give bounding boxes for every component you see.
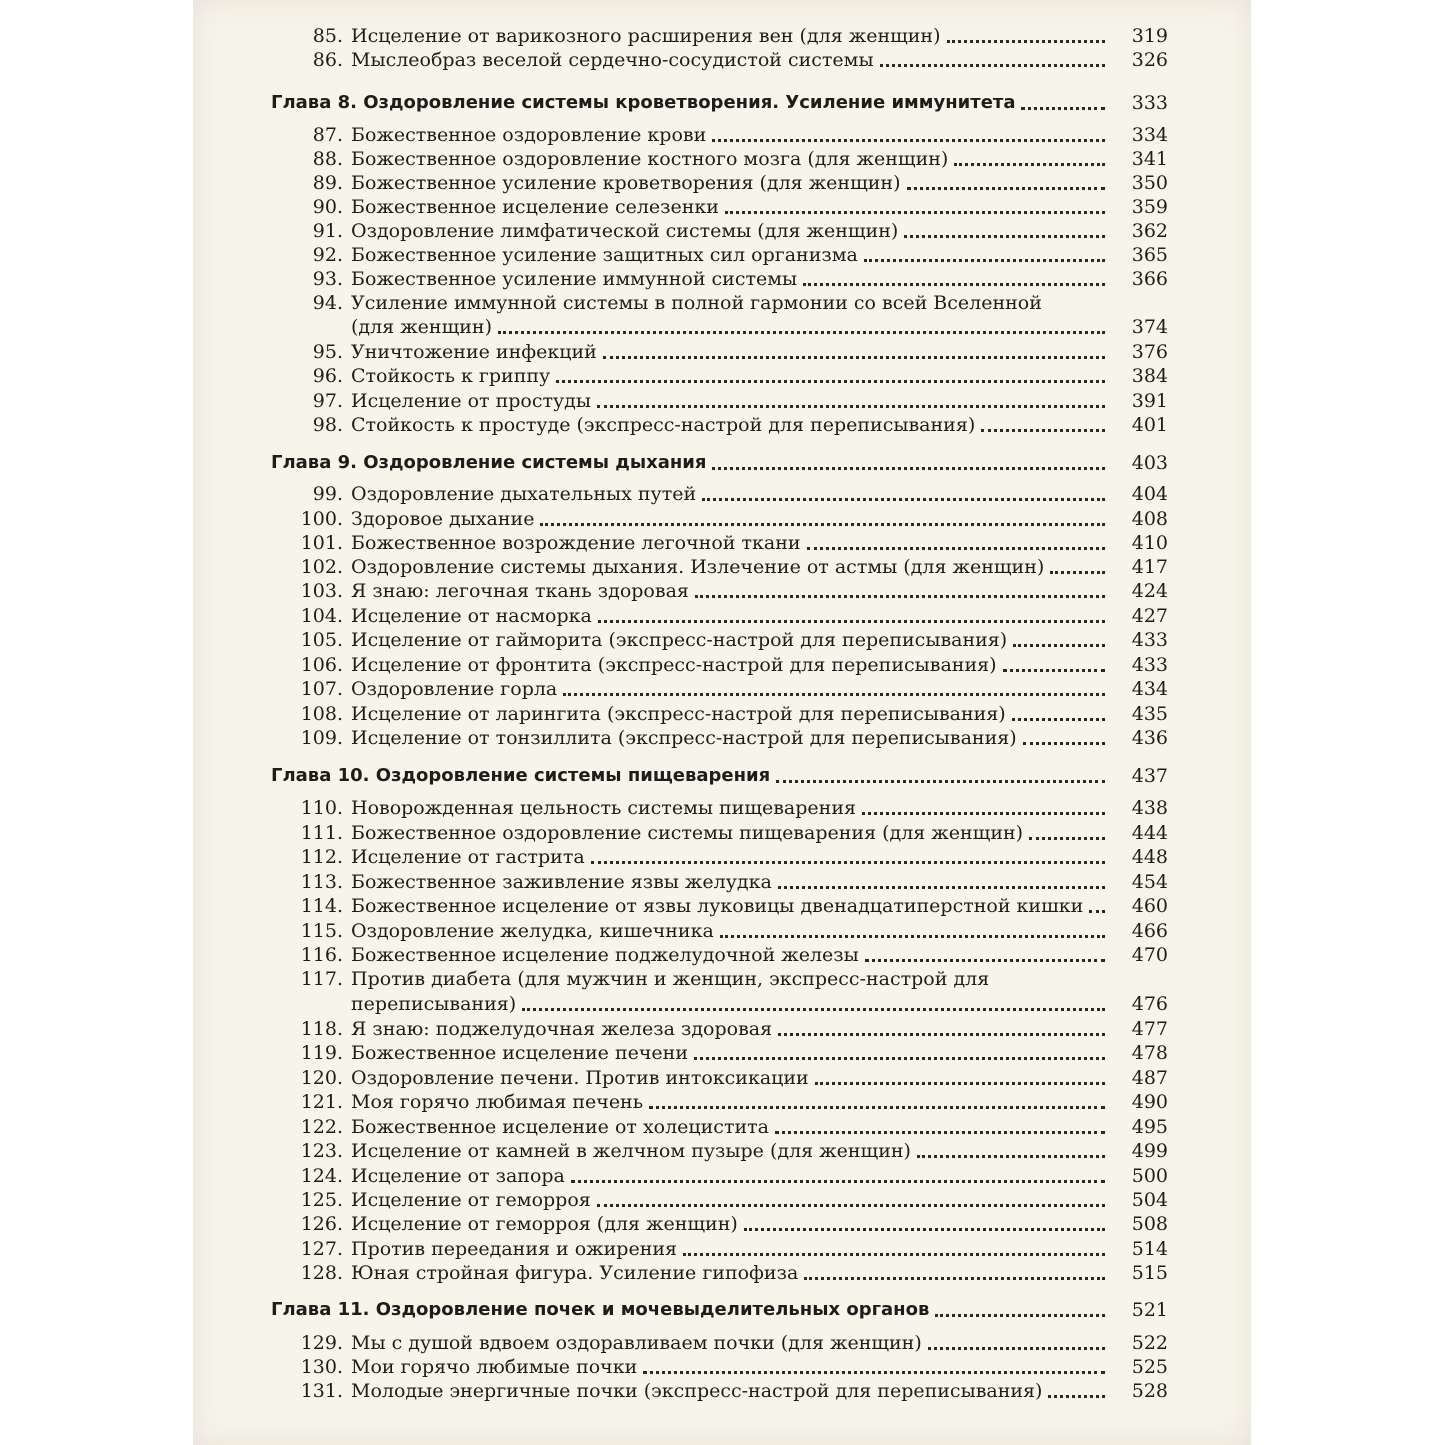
toc-entry-title: Мыслеобраз веселой сердечно-сосудистой системы: [351, 49, 874, 71]
toc-leader-dots: [807, 547, 1105, 550]
toc-entry-title: Оздоровление горла: [351, 678, 558, 700]
toc-entry: [193, 942, 1251, 968]
toc-leader-dots: [947, 40, 1105, 43]
toc-page-number: 490: [1131, 1091, 1168, 1113]
toc-entry-title: Божественное исцеление поджелудочной железы: [351, 944, 859, 966]
toc-leader-dots: [695, 595, 1105, 598]
toc-leader-dots: [643, 1371, 1105, 1374]
toc-chapter: [193, 1297, 1251, 1323]
toc-leader-dots: [591, 861, 1105, 864]
toc-page-number: 478: [1131, 1042, 1168, 1064]
toc-entry-number: 93.: [312, 268, 343, 290]
toc-entry: [193, 170, 1251, 196]
toc-entry-number: 85.: [312, 25, 343, 47]
toc-page-number: 435: [1131, 703, 1168, 725]
toc-page-number: 408: [1131, 508, 1168, 530]
toc-entry: [193, 627, 1251, 653]
toc-leader-dots: [907, 187, 1106, 190]
toc-entry: [193, 1378, 1251, 1404]
toc-entry-title: Оздоровление системы дыхания. Излечение от астмы (для женщин): [351, 556, 1045, 578]
toc-page-number: 341: [1131, 148, 1168, 170]
toc-entry-number: 114.: [300, 895, 343, 917]
toc-page-number: 528: [1131, 1380, 1168, 1402]
toc-entry: [193, 676, 1251, 702]
toc-entry-title: Юная стройная фигура. Усиление гипофиза: [351, 1262, 799, 1284]
toc-entry-title: Оздоровление желудка, кишечника: [351, 920, 714, 942]
toc-entry-number: 122.: [300, 1116, 343, 1138]
toc-entry: [193, 603, 1251, 629]
toc-entry: [193, 23, 1251, 49]
toc-leader-dots: [880, 64, 1105, 67]
toc-leader-dots: [597, 1204, 1105, 1207]
toc-entry-number: 125.: [300, 1189, 343, 1211]
toc-entry-number: 89.: [312, 172, 343, 194]
toc-leader-dots: [702, 498, 1105, 501]
toc-entry-title: Стойкость к простуде (экспресс-настрой для переписывания): [351, 414, 976, 436]
toc-entry-number: 94.: [312, 292, 343, 314]
toc-leader-dots: [1003, 669, 1105, 672]
toc-page-number: 365: [1131, 244, 1168, 266]
toc-chapter-title: Глава 9. Оздоровление системы дыхания: [271, 452, 707, 473]
toc-entry: [193, 1138, 1251, 1164]
toc-entry: [193, 701, 1251, 727]
toc-entry-title: переписывания): [351, 993, 517, 1015]
toc-leader-dots: [917, 1155, 1105, 1158]
toc-leader-dots: [563, 693, 1105, 696]
toc-entry-title: Против диабета (для мужчин и женщин, экспресс-настрой для: [351, 968, 990, 990]
toc-entry: [193, 1089, 1251, 1115]
toc-entry-title: (для женщин): [351, 316, 492, 338]
toc-leader-dots: [598, 620, 1105, 623]
book-page: [193, 0, 1251, 1445]
toc-entry: [193, 554, 1251, 580]
toc-entry: [193, 290, 1251, 316]
toc-page-number: 500: [1131, 1165, 1168, 1187]
toc-entry-number: 103.: [300, 580, 343, 602]
toc-entry-title: Моя горячо любимая печень: [351, 1091, 644, 1113]
toc-leader-dots: [725, 211, 1105, 214]
toc-entry: [193, 1163, 1251, 1189]
toc-page-number: 504: [1131, 1189, 1168, 1211]
toc-page-number: 499: [1131, 1140, 1168, 1162]
toc-page-number: 460: [1131, 895, 1168, 917]
toc-entry: [193, 1187, 1251, 1213]
toc-leader-dots: [864, 259, 1105, 262]
toc-entry: [193, 966, 1251, 992]
toc-page-number: 434: [1131, 678, 1168, 700]
toc-entry-number: 87.: [312, 124, 343, 146]
toc-leader-dots: [1021, 107, 1105, 110]
toc-entry: [193, 893, 1251, 919]
toc-entry-number: 115.: [300, 920, 343, 942]
toc-entry-title: Божественное усиление кроветворения (для женщин): [351, 172, 901, 194]
toc-leader-dots: [1089, 910, 1105, 913]
toc-entry-number: 112.: [300, 846, 343, 868]
toc-entry-title: Божественное возрождение легочной ткани: [351, 532, 801, 554]
toc-entry: [193, 218, 1251, 244]
toc-entry-number: 124.: [300, 1165, 343, 1187]
toc-entry-title: Новорожденная цельность системы пищеварения: [351, 797, 856, 819]
toc-entry-title: Исцеление от геморроя: [351, 1189, 591, 1211]
toc-page-number: 384: [1131, 365, 1168, 387]
toc-entry: [193, 242, 1251, 268]
toc-chapter-title: Глава 8. Оздоровление системы кроветворения. Усиление иммунитета: [271, 92, 1016, 113]
toc-entry-number: 116.: [300, 944, 343, 966]
toc-entry-number: 121.: [300, 1091, 343, 1113]
toc-page-number: 487: [1131, 1067, 1168, 1089]
toc-page-number: 477: [1131, 1018, 1168, 1040]
toc-chapter-title: Глава 10. Оздоровление системы пищеварения: [271, 765, 771, 786]
toc-entry-number: 111.: [300, 822, 343, 844]
toc-entry-title: Божественное исцеление от холецистита: [351, 1116, 769, 1138]
toc-entry: [193, 725, 1251, 751]
toc-page-number: 470: [1131, 944, 1168, 966]
toc-entry-title: Исцеление от камней в желчном пузыре (для женщин): [351, 1140, 911, 1162]
toc-entry-number: 106.: [300, 654, 343, 676]
toc-entry: [193, 1065, 1251, 1091]
toc-leader-dots: [712, 467, 1105, 470]
toc-entry-number: 107.: [300, 678, 343, 700]
toc-page-number: 366: [1131, 268, 1168, 290]
toc-page-number: 444: [1131, 822, 1168, 844]
toc-leader-dots: [1029, 837, 1105, 840]
toc-page-number: 374: [1131, 316, 1168, 338]
toc-entry-number: 95.: [312, 341, 343, 363]
toc-page-number: 404: [1131, 483, 1168, 505]
toc-entry-title: Оздоровление дыхательных путей: [351, 483, 697, 505]
toc-leader-dots: [778, 1033, 1105, 1036]
toc-entry-title: Оздоровление лимфатической системы (для женщин): [351, 220, 899, 242]
toc-entry: [193, 412, 1251, 438]
toc-entry: [193, 506, 1251, 532]
toc-entry-number: 91.: [312, 220, 343, 242]
toc-entry-title: Здоровое дыхание: [351, 508, 535, 530]
toc-entry-number: 118.: [300, 1018, 343, 1040]
toc-entry-title: Мы с душой вдвоем оздоравливаем почки (для женщин): [351, 1332, 922, 1354]
toc-leader-dots: [815, 1082, 1105, 1085]
toc-page-number: 514: [1131, 1238, 1168, 1260]
toc-leader-dots: [597, 405, 1105, 408]
toc-page-number: 350: [1131, 172, 1168, 194]
toc-entry-title: Исцеление от запора: [351, 1165, 565, 1187]
toc-entry-title: Против переедания и ожирения: [351, 1238, 678, 1260]
toc-chapter: [193, 90, 1251, 116]
toc-leader-dots: [865, 959, 1105, 962]
toc-leader-dots: [954, 163, 1105, 166]
toc-page-number: 525: [1131, 1356, 1168, 1378]
toc-page-number: 401: [1131, 414, 1168, 436]
toc-entry-title: Стойкость к гриппу: [351, 365, 551, 387]
toc-leader-dots: [744, 1228, 1105, 1231]
toc-page-number: 359: [1131, 196, 1168, 218]
toc-entry: [193, 1016, 1251, 1042]
toc-entry-title: Усиление иммунной системы в полной гармонии со всей Вселенной: [351, 292, 1042, 314]
toc-chapter: [193, 763, 1251, 789]
toc-entry: [193, 47, 1251, 73]
toc-leader-dots: [904, 235, 1105, 238]
toc-leader-dots: [649, 1106, 1105, 1109]
toc-entry: [193, 1330, 1251, 1356]
toc-entry-title: Божественное оздоровление системы пищеварения (для женщин): [351, 822, 1024, 844]
toc-page-number: 424: [1131, 580, 1168, 602]
toc-entry: [193, 1354, 1251, 1380]
toc-entry: [193, 652, 1251, 678]
toc-leader-dots: [1048, 1395, 1105, 1398]
toc-entry-number: 102.: [300, 556, 343, 578]
toc-entry: [193, 363, 1251, 389]
toc-leader-dots: [1012, 718, 1105, 721]
toc-leader-dots: [1023, 742, 1105, 745]
toc-page-number: 508: [1131, 1213, 1168, 1235]
toc-page-number: 448: [1131, 846, 1168, 868]
toc-entry: [193, 339, 1251, 365]
toc-entry: [193, 1114, 1251, 1140]
toc-entry-title: Исцеление от ларингита (экспресс-настрой для переписывания): [351, 703, 1006, 725]
toc-page-number: 433: [1131, 629, 1168, 651]
toc-entry-number: 108.: [300, 703, 343, 725]
toc-entry-title: Божественное исцеление от язвы луковицы двенадцатиперстной кишки: [351, 895, 1084, 917]
toc-entry: [193, 314, 1251, 340]
toc-entry: [193, 388, 1251, 414]
toc-entry-title: Исцеление от тонзиллита (экспресс-настрой для переписывания): [351, 727, 1017, 749]
toc-entry-title: Я знаю: поджелудочная железа здоровая: [351, 1018, 773, 1040]
toc-entry: [193, 578, 1251, 604]
toc-leader-dots: [540, 523, 1105, 526]
toc-page-number: 476: [1131, 993, 1168, 1015]
toc-entry-title: Божественное оздоровление крови: [351, 124, 707, 146]
toc-entry: [193, 918, 1251, 944]
toc-entry-number: 98.: [312, 414, 343, 436]
toc-entry: [193, 266, 1251, 292]
toc-entry-title: Молодые энергичные почки (экспресс-настрой для переписывания): [351, 1380, 1043, 1402]
toc-page-number: 454: [1131, 871, 1168, 893]
toc-leader-dots: [1013, 644, 1105, 647]
toc-page-number: 495: [1131, 1116, 1168, 1138]
toc-leader-dots: [981, 429, 1105, 432]
toc-leader-dots: [522, 1008, 1105, 1011]
toc-entry-title: Божественное усиление защитных сил организма: [351, 244, 858, 266]
toc-entry-number: 131.: [300, 1380, 343, 1402]
toc-leader-dots: [928, 1347, 1105, 1350]
toc-leader-dots: [803, 283, 1105, 286]
toc-entry-number: 96.: [312, 365, 343, 387]
toc-entry-number: 86.: [312, 49, 343, 71]
toc-entry-number: 105.: [300, 629, 343, 651]
toc-entry-title: Божественное оздоровление костного мозга (для женщин): [351, 148, 949, 170]
toc-leader-dots: [778, 886, 1105, 889]
toc-entry-number: 92.: [312, 244, 343, 266]
toc-entry-number: 123.: [300, 1140, 343, 1162]
toc-page-number: 362: [1131, 220, 1168, 242]
toc-entry: [193, 122, 1251, 148]
toc-leader-dots: [862, 812, 1105, 815]
toc-page-number: 403: [1131, 452, 1168, 474]
toc-leader-dots: [775, 1131, 1105, 1134]
toc-entry-title: Мои горячо любимые почки: [351, 1356, 638, 1378]
toc-entry-title: Исцеление от гастрита: [351, 846, 585, 868]
toc-entry-number: 110.: [300, 797, 343, 819]
toc-entry: [193, 820, 1251, 846]
toc-leader-dots: [712, 139, 1105, 142]
toc-entry-number: 88.: [312, 148, 343, 170]
toc-entry-title: Божественное исцеление селезенки: [351, 196, 719, 218]
toc-entry-number: 130.: [300, 1356, 343, 1378]
toc-page-number: 436: [1131, 727, 1168, 749]
toc-leader-dots: [683, 1253, 1105, 1256]
toc-entry-title: Исцеление от варикозного расширения вен (для женщин): [351, 25, 941, 47]
toc-leader-dots: [603, 356, 1105, 359]
toc-entry-number: 100.: [300, 508, 343, 530]
toc-leader-dots: [935, 1314, 1105, 1317]
toc-entry: [193, 1236, 1251, 1262]
toc-page-number: 334: [1131, 124, 1168, 146]
toc-entry-title: Исцеление от геморроя (для женщин): [351, 1213, 738, 1235]
toc-entry-title: Исцеление от простуды: [351, 390, 592, 412]
toc-entry-number: 120.: [300, 1067, 343, 1089]
toc-entry-title: Божественное исцеление печени: [351, 1042, 688, 1064]
toc-entry-number: 119.: [300, 1042, 343, 1064]
toc-page-number: 521: [1131, 1299, 1168, 1321]
toc-entry-title: Божественное заживление язвы желудка: [351, 871, 772, 893]
toc-entry-title: Исцеление от гайморита (экспресс-настрой для переписывания): [351, 629, 1008, 651]
toc-entry-number: 129.: [300, 1332, 343, 1354]
toc-entry-number: 117.: [300, 968, 343, 990]
toc-page-number: 391: [1131, 390, 1168, 412]
toc-page-number: 438: [1131, 797, 1168, 819]
toc-entry-number: 101.: [300, 532, 343, 554]
toc-entry-title: Исцеление от насморка: [351, 605, 592, 627]
toc-entry-number: 127.: [300, 1238, 343, 1260]
toc-entry-number: 99.: [312, 483, 343, 505]
toc-leader-dots: [1050, 571, 1105, 574]
toc-leader-dots: [498, 331, 1105, 334]
toc-entry: [193, 991, 1251, 1017]
toc-page-number: 515: [1131, 1262, 1168, 1284]
toc-leader-dots: [776, 780, 1105, 783]
toc-leader-dots: [571, 1180, 1105, 1183]
toc-chapter-title: Глава 11. Оздоровление почек и мочевыделительных органов: [271, 1299, 930, 1320]
toc-page-number: 522: [1131, 1332, 1168, 1354]
toc-page-number: 417: [1131, 556, 1168, 578]
toc-entry: [193, 1211, 1251, 1237]
toc-leader-dots: [804, 1277, 1105, 1280]
toc-entry-number: 104.: [300, 605, 343, 627]
toc-entry: [193, 1260, 1251, 1286]
toc-entry-title: Уничтожение инфекций: [351, 341, 597, 363]
toc-entry-number: 97.: [312, 390, 343, 412]
toc-entry-title: Я знаю: легочная ткань здоровая: [351, 580, 689, 602]
toc-page-number: 433: [1131, 654, 1168, 676]
toc-entry-title: Божественное усиление иммунной системы: [351, 268, 798, 290]
toc-entry: [193, 481, 1251, 507]
toc-entry: [193, 530, 1251, 556]
toc-leader-dots: [556, 380, 1105, 383]
toc-page-number: 427: [1131, 605, 1168, 627]
toc-entry-number: 109.: [300, 727, 343, 749]
toc-page-number: 326: [1131, 49, 1168, 71]
toc-entry-title: Оздоровление печени. Против интоксикации: [351, 1067, 809, 1089]
toc-entry: [193, 194, 1251, 220]
toc-leader-dots: [720, 935, 1105, 938]
toc-page-number: 410: [1131, 532, 1168, 554]
toc-entry-number: 126.: [300, 1213, 343, 1235]
toc-page-number: 333: [1131, 92, 1168, 114]
toc-entry: [193, 146, 1251, 172]
toc-page-number: 376: [1131, 341, 1168, 363]
toc-entry-title: Исцеление от фронтита (экспресс-настрой для переписывания): [351, 654, 997, 676]
toc-page-number: 466: [1131, 920, 1168, 942]
toc-chapter: [193, 450, 1251, 476]
toc-entry: [193, 795, 1251, 821]
toc-entry: [193, 844, 1251, 870]
toc-entry: [193, 1040, 1251, 1066]
toc-entry: [193, 869, 1251, 895]
toc-page-number: 437: [1131, 765, 1168, 787]
toc-entry-number: 113.: [300, 871, 343, 893]
toc-entry-number: 90.: [312, 196, 343, 218]
toc-leader-dots: [694, 1057, 1105, 1060]
toc-entry-number: 128.: [300, 1262, 343, 1284]
toc-page-number: 319: [1131, 25, 1168, 47]
